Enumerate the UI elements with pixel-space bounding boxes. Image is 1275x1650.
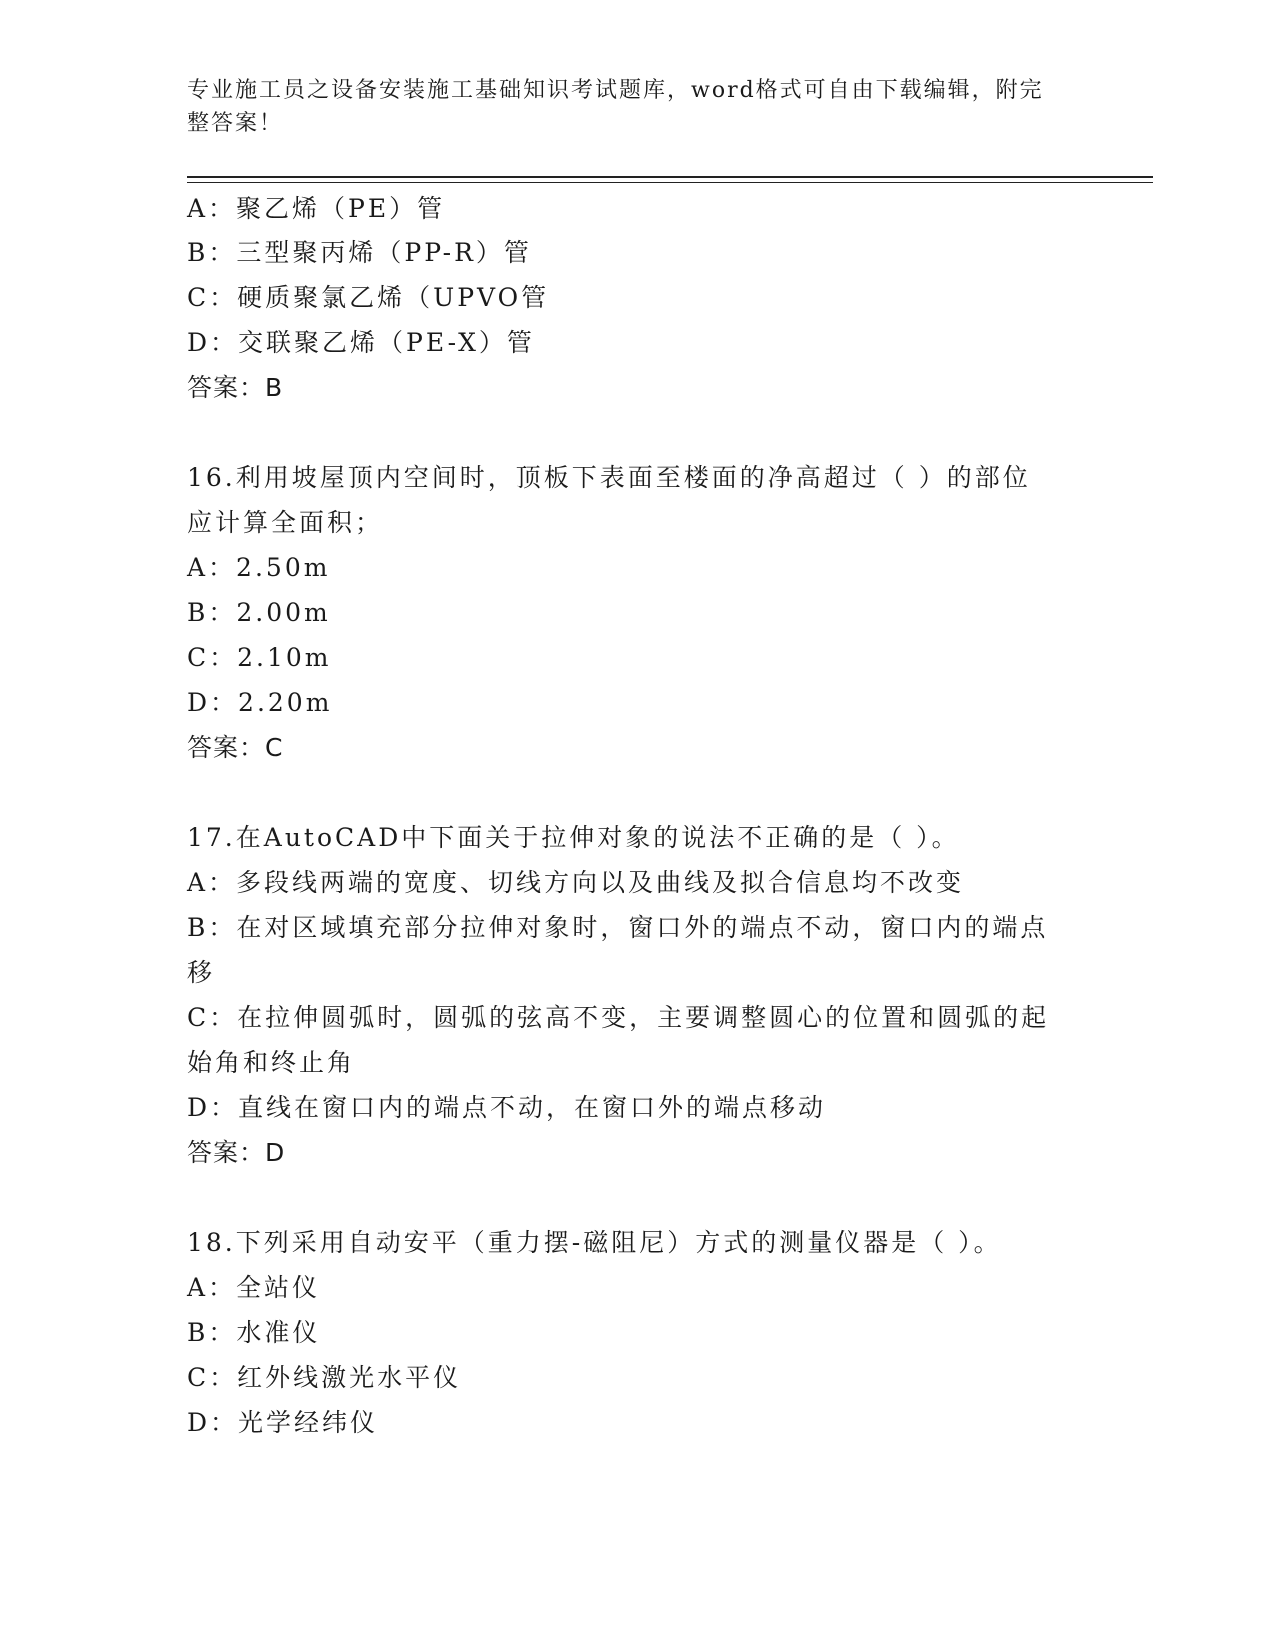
document-header: [187, 74, 1067, 140]
q18-option-c: C：红外线激光水平仪: [187, 1363, 462, 1392]
q15-option-b: B：三型聚丙烯（PP-R）管: [187, 238, 532, 267]
q18-stem: 18.下列采用自动安平（重力摆-磁阻尼）方式的测量仪器是（ ）。: [187, 1228, 1002, 1257]
q17-stem: 17.在AutoCAD中下面关于拉伸对象的说法不正确的是（ ）。: [187, 823, 960, 852]
q18-option-a: A：全站仪: [187, 1273, 321, 1302]
header-line-2: 整答案！: [187, 111, 284, 136]
q16-stem-line-1: 16.利用坡屋顶内空间时，顶板下表面至楼面的净高超过（ ）的部位: [187, 463, 1031, 492]
q17-option-c-line-2: 始角和终止角: [187, 1048, 356, 1077]
q17-option-b-line-1: B：在对区域填充部分拉伸对象时，窗口外的端点不动，窗口内的端点: [187, 913, 1049, 942]
q15-option-d: D：交联聚乙烯（PE-X）管: [187, 328, 535, 357]
header-rule-thick: [187, 176, 1153, 178]
header-rule-thin: [187, 182, 1153, 183]
q16-option-a: A：2.50m: [187, 553, 331, 582]
q16-option-b: B：2.00m: [187, 598, 331, 627]
q18-option-b: B：水准仪: [187, 1318, 321, 1347]
q15-answer: 答案：B: [187, 373, 284, 402]
q17-answer: 答案：D: [187, 1138, 286, 1167]
q16-answer: 答案：C: [187, 733, 284, 762]
q15-option-c: C：硬质聚氯乙烯（UPVO管: [187, 283, 550, 312]
q17-option-c-line-1: C：在拉伸圆弧时，圆弧的弦高不变，主要调整圆心的位置和圆弧的起: [187, 1003, 1050, 1032]
q17-option-a: A：多段线两端的宽度、切线方向以及曲线及拟合信息均不改变: [187, 868, 965, 897]
q18-option-d: D：光学经纬仪: [187, 1408, 379, 1437]
q16-option-d: D：2.20m: [187, 688, 333, 717]
q16-stem-line-2: 应计算全面积；: [187, 508, 384, 537]
q17-option-b-line-2: 移: [187, 958, 216, 987]
q16-option-c: C：2.10m: [187, 643, 332, 672]
q17-option-d: D：直线在窗口内的端点不动，在窗口外的端点移动: [187, 1093, 827, 1122]
header-line-1: 专业施工员之设备安装施工基础知识考试题库，word格式可自由下载编辑，附完: [187, 78, 1044, 103]
q15-option-a: A：聚乙烯（PE）管: [187, 194, 446, 223]
